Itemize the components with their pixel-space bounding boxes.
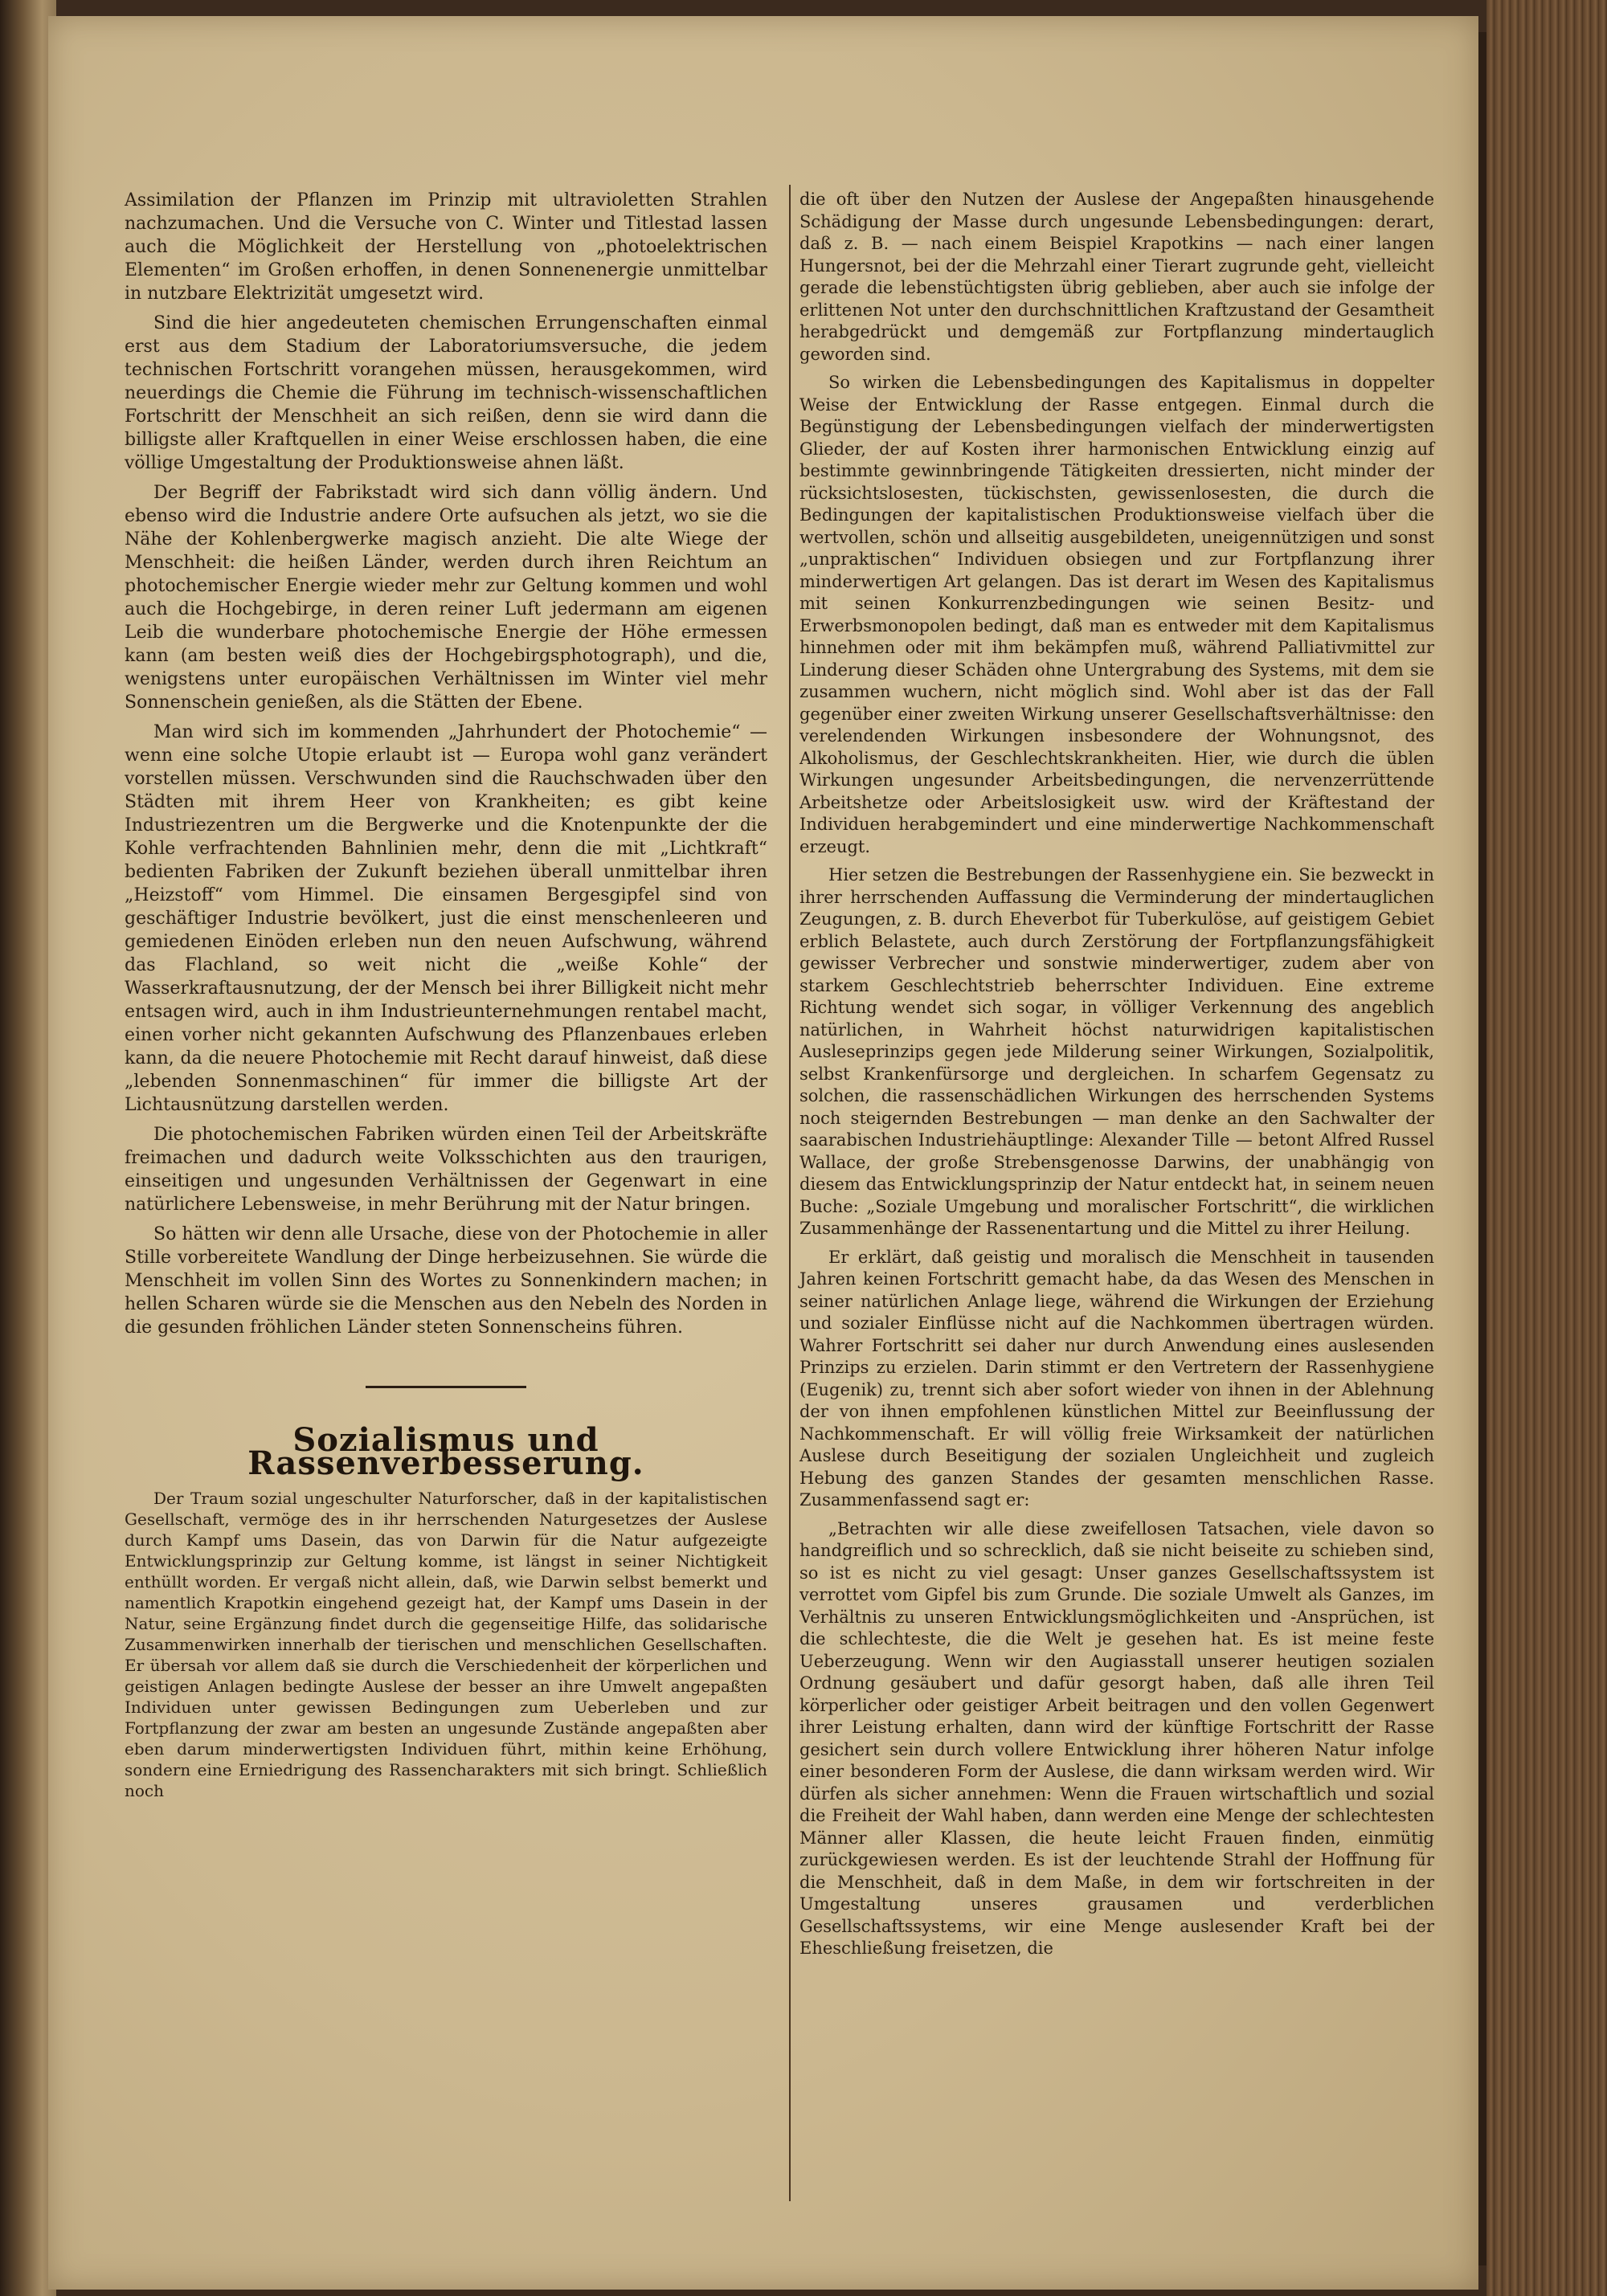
right-paragraph-5: „Betrachten wir alle diese zweifellosen Tatsachen, viele davon so handgreiflich und so schrecklich, daß sie nicht beiseite zu schieben sind, so ist es nicht zu viel gesagt: Unser ganzes Gesellschaftssystem ist verrottet vom Gipfel bis zum Grunde. Die soziale Umwelt als Ganzes, im Verhältnis zu unseren Entwicklungsmöglichkeiten und -Ansprüchen, ist die schlechteste, die die Welt je gesehen hat. Es ist meine feste Ueberzeugung. Wenn wir den Augiasstall unserer heutigen sozialen Ordnung gesäubert und dafür gesorgt haben, daß alle ihren Teil körperlicher oder geistiger Arbeit beitragen und den vollen Gegenwert ihrer Leistung erhalten, dann wird der künftige Fortschritt der Rasse gesichert sein durch vollere Entwicklung ihrer höheren Natur infolge einer besonderen Form der Auslese, die dann wirksam werden wird. Wir dürfen als sicher annehmen: Wenn die Frauen wirtschaftlich und sozial die Freiheit der Wahl haben, dann werden eine Menge der schlechtesten Männer aller Klassen, die heute leicht Frauen finden, einmütig zurückgewiesen werden. Es ist der leuchtende Strahl der Hoffnung für die Menschheit, daß in dem Maße, in dem wir fortschreiten in der Umgestaltung unseres grausamen und verderblichen Gesellschaftssystems, wir eine Menge auslesender Kraft bei der Eheschließung freisetzen, die xyxy=(799,1518,1434,1958)
section-title: Sozialismus und Rassenverbesserung. xyxy=(247,1421,644,1482)
column-divider xyxy=(789,185,791,2201)
left-paragraph-1: Assimilation der Pflanzen im Prinzip mit ultravioletten Strahlen nachzumachen. Und die Versuche von C. Winter und Titlestad lassen auch die Möglichkeit der Herstellung von „photoelektrischen Elementen“ im Großen erhoffen, in denen Sonnenenergie unmittelbar in nutzbare Elektrizität umgesetzt wird. xyxy=(125,190,767,304)
book-page-stack xyxy=(1486,0,1607,2296)
right-paragraph-1: die oft über den Nutzen der Auslese der Angepaßten hinausgehende Schädigung der Masse durch ungesunde Lebensbedingungen: derart, daß z. B. — nach einem Beispiel Krapotkins — nach einer langen Hungersnot, bei der die Mehrzahl einer Tierart zugrunde geht, vielleicht gerade die lebenstüchtigsten übrig geblieben, aber auch sie infolge der erlittenen Not unter den durchschnittlichen Kraftzustand der Gesamtheit herabgedrückt und demgemäß zur Fortpflanzung mindertauglich geworden sind. xyxy=(799,190,1434,364)
left-paragraph-3: Der Begriff der Fabrikstadt wird sich dann völlig ändern. Und ebenso wird die Industrie andere Orte aufsuchen als jetzt, wo sie die Nähe der Kohlenbergwerke magisch anzieht. Die alte Wiege der Menschheit: die heißen Länder, werden durch ihren Reichtum an photochemischer Energie wieder mehr zur Geltung kommen und wohl auch die Hochgebirge, in deren reiner Luft jedermann am eigenen Leib die wunderbare photochemische Energie der Höhe ermessen kann (am besten weiß dies der Hochgebirgsphotograph), und die, wenigstens unter europäischen Verhältnissen im Winter viel mehr Sonnenschein genießen, als die Stätten der Ebene. xyxy=(125,483,767,713)
left-paragraph-6: So hätten wir denn alle Ursache, diese von der Photochemie in aller Stille vorbereitete Wandlung der Dinge herbeizusehnen. Sie würde die Menschheit im vollen Sinn des Wortes zu Sonnenkindern machen; in hellen Scharen würde sie die Menschen aus den Nebeln des Norden in die gesunden fröhlichen Länder steten Sonnenscheins führen. xyxy=(125,1224,767,1338)
left-paragraph-4: Man wird sich im kommenden „Jahrhundert der Photochemie“ — wenn eine solche Utopie erlaubt ist — Europa wohl ganz verändert vorstellen müssen. Verschwunden sind die Rauchschwaden über den Städten mit ihrem Heer von Krankheiten; es gibt keine Industriezentren um die Bergwerke und die Knotenpunkte der die Kohle verfrachtenden Bahnlinien mehr, denn die mit „Lichtkraft“ bedienten Fabriken der Zukunft beziehen überall unmittelbar ihren „Heizstoff“ vom Himmel. Die einsamen Bergesgipfel sind von geschäftiger Industrie bevölkert, just die einst menschenleeren und gemiedenen Einöden erleben nun den neuen Aufschwung, während das Flachland, so weit nicht die „weiße Kohle“ der Wasserkraftausnutzung, der der Mensch bei ihrer Billigkeit nicht mehr entsagen wird, auch in ihm Industrieunternehmungen rentabel macht, einen vorher nicht gekannten Aufschwung des Pflanzenbaues erleben kann, da die neuere Photochemie mit Recht darauf hinweist, daß diese „lebenden Sonnenmaschinen“ für immer die billigste Art der Lichtausnützung darstellen werden. xyxy=(125,722,767,1115)
section-divider-rule xyxy=(366,1386,526,1388)
right-paragraph-4: Er erklärt, daß geistig und moralisch die Menschheit in tausenden Jahren keinen Fortschritt gemacht habe, da das Wesen des Menschen in seiner natürlichen Anlage liege, während die Wirkungen der Erziehung und sozialer Einflüsse nicht auf die Nachkommen übertragen würden. Wahrer Fortschritt sei daher nur durch Anwendung eines auslesenden Prinzips zu erzielen. Darin stimmt er den Vertretern der Rassenhygiene (Eugenik) zu, trennt sich aber sofort wieder von ihnen in der Ablehnung der von ihnen empfohlenen künstlichen Mittel zur Beeinflussung der Nachkommenschaft. Er will völlig freie Wirksamkeit der natürlichen Auslese durch Beseitigung der sozialen Ungleichheit und zugleich Hebung des ganzen Standes der gesamten menschlichen Rasse. Zusammenfassend sagt er: xyxy=(799,1247,1434,1510)
left-paragraph-2: Sind die hier angedeuteten chemischen Errungenschaften einmal erst aus dem Stadium der Laboratoriumsversuche, die jedem technischen Fortschritt vorangehen müssen, herausgekommen, wird neuerdings die Chemie die Führung im technisch-wissenschaftlichen Fortschritt der Menschheit an sich reißen, denn sie wird dann die billigste aller Kraftquellen in einer Weise erschlossen haben, die eine völlige Umgestaltung der Produktionsweise ahnen läßt. xyxy=(125,313,767,473)
right-paragraph-2: So wirken die Lebensbedingungen des Kapitalismus in doppelter Weise der Entwicklung der Rasse entgegen. Einmal durch die Begünstigung der Lebensbedingungen vielfach der minderwertigsten Glieder, der auf Kosten ihrer harmonischen Entwicklung einzig auf bestimmte gewinnbringende Tätigkeiten dressierten, nicht minder der rücksichtslosesten, tückischsten, gewissenlosesten, die durch die Bedingungen der kapitalistischen Produktionsweise vielfach über die wertvollen, schön und allseitig ausgebildeten, uneigennützigen und sonst „unpraktischen“ Individuen obsiegen und zur Fortpflanzung ihrer minderwertigen Art gelangen. Das ist derart im Wesen des Kapitalismus mit seinen Konkurrenzbedingungen wie seinen Besitz- und Erwerbsmonopolen bedingt, daß man es entweder mit dem Kapitalismus hinnehmen oder mit ihm bekämpfen muß, während Palliativmittel zur Linderung dieser Schäden ohne Untergrabung des Systems, mit dem sie zusammen wuchern, nicht möglich sind. Wohl aber ist das der Fall gegenüber einer zweiten Wirkung unserer Gesellschaftsverhältnisse: den verelendenden Wirkungen insbesondere der Wohnungsnot, des Alkoholismus, der Geschlechtskrankheiten. Hier, wie durch die üblen Wirkungen ungesunder Arbeitsbedingungen, die nervenzerrüttende Arbeitshetze oder Arbeitslosigkeit usw. wird der Kräftestand der Individuen herabgemindert und eine minderwertige Nachkommenschaft erzeugt. xyxy=(799,373,1434,856)
section-paragraph-1: Der Traum sozial ungeschulter Naturforscher, daß in der kapitalistischen Gesellschaft, vermöge des in ihr herrschenden Naturgesetzes der Auslese durch Kampf ums Dasein, das von Darwin für die Natur aufgezeigte Entwicklungsprinzip zur Geltung komme, ist längst in seiner Nichtigkeit enthüllt worden. Er vergaß nicht allein, daß, wie Darwin selbst bemerkt und namentlich Krapotkin eingehend gezeigt hat, der Kampf ums Dasein in der Natur, seine Ergänzung findet durch die gegenseitige Hilfe, das solidarische Zusammenwirken innerhalb der tierischen und menschlichen Gesellschaften. Er übersah vor allem daß sie durch die Verschiedenheit der körperlichen und geistigen Anlagen bedingte Auslese der besser an ihre Umwelt angepaßten Individuen unter gewissen Bedingungen zum Ueberleben und zur Fortpflanzung der zwar am besten an ungesunde Zustände angepaßten aber eben darum minderwertigsten Individuen führt, mithin keine Erhöhung, sondern eine Erniedrigung des Rassencharakters mit sich bringt. Schließlich noch xyxy=(125,1489,767,1800)
right-column xyxy=(799,189,1434,1967)
left-column xyxy=(125,189,767,1808)
right-paragraph-3: Hier setzen die Bestrebungen der Rassenhygiene ein. Sie bezweckt in ihrer herrschenden Auffassung die Verminderung der mindertauglichen Zeugungen, z. B. durch Eheverbot für Tuberkulöse, auf geistigem Gebiet erblich Belastete, auch durch Zerstörung der Fortpflanzungsfähigkeit gewisser Verbrecher und sonstwie minderwertiger, zudem aber von starkem Geschlechtstrieb beherrschter Individuen. Eine extreme Richtung wendet sich sogar, in völliger Verkennung des angeblich natürlichen, in Wahrheit höchst naturwidrigen kapitalistischen Ausleseprinzips gegen jede Milderung seiner Wirkungen, Sozialpolitik, selbst Krankenfürsorge und dergleichen. In scharfem Gegensatz zu solchen, die rassenschädlichen Wirkungen des herrschenden Systems noch steigernden Bestrebungen — man denke an den Sachwalter der saarabischen Industriehäuptlinge: Alexander Tille — betont Alfred Russel Wallace, der große Strebensgenosse Darwins, der unabhängig von diesem das Entwicklungsprinzip der Natur entdeckt hat, in seinem neuen Buche: „Soziale Umgebung und moralischer Fortschritt“, die wirklichen Zusammenhänge der Rassenentartung und die Mittel zu ihrer Heilung. xyxy=(799,865,1434,1238)
newspaper-page xyxy=(48,16,1478,2290)
left-paragraph-5: Die photochemischen Fabriken würden einen Teil der Arbeitskräfte freimachen und dadurch weite Volksschichten aus den traurigen, einseitigen und ungesunden Verhältnissen der Gegenwart in eine natürlichere Lebensweise, in mehr Berührung mit der Natur bringen. xyxy=(125,1125,767,1215)
